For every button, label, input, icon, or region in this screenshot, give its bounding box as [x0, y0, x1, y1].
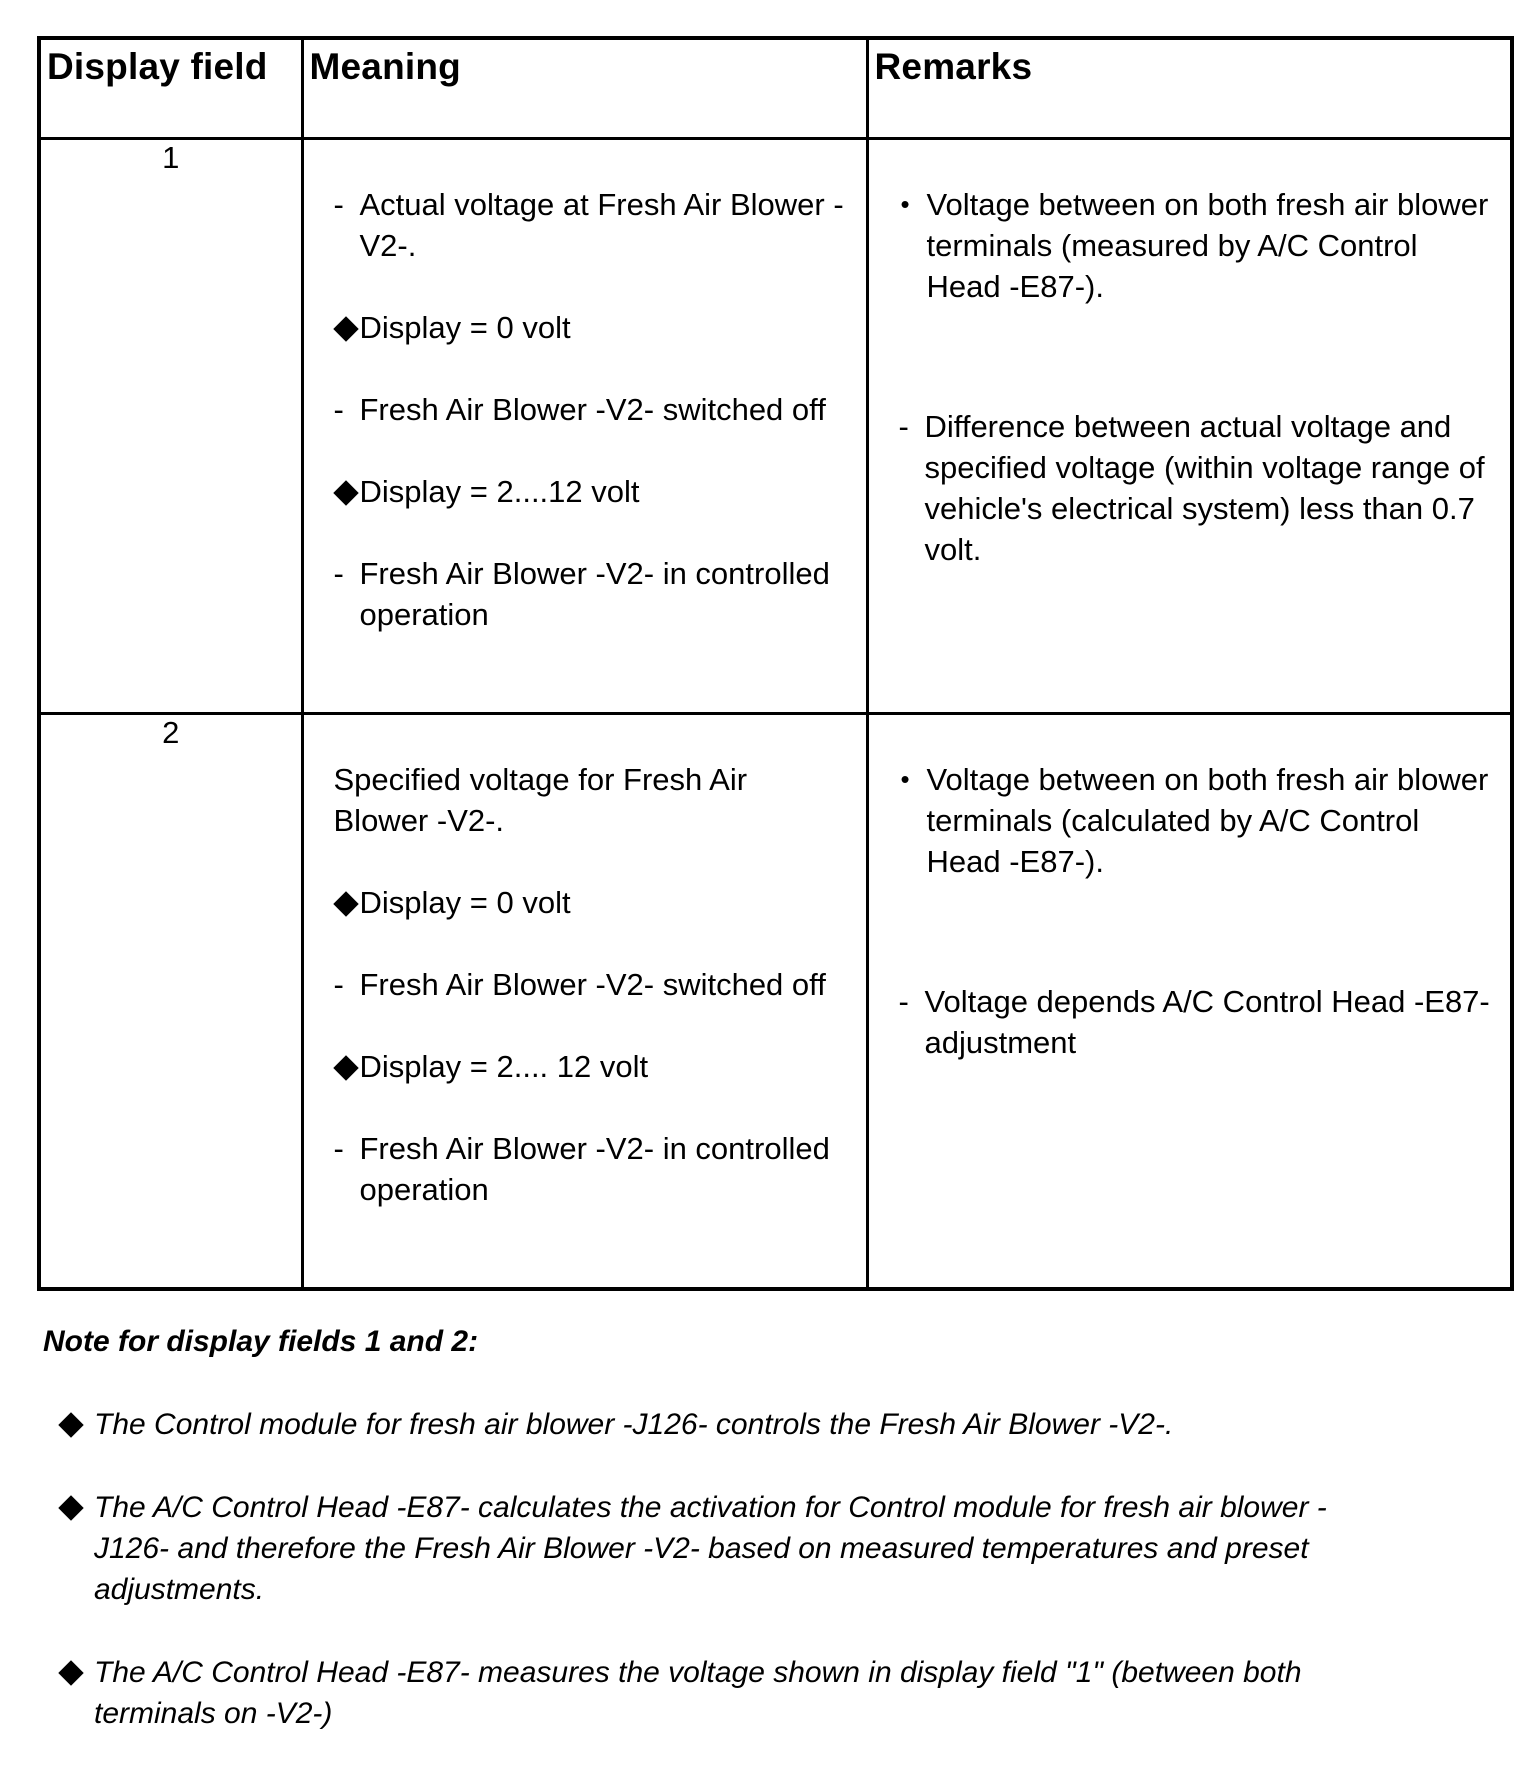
meaning-cell	[302, 139, 867, 714]
diamond-bullet-icon	[333, 480, 358, 505]
list-item-text: Fresh Air Blower -V2- switched off	[359, 392, 826, 427]
list-item	[334, 389, 846, 430]
dash-marker: -	[333, 187, 344, 222]
dash-marker: -	[333, 967, 344, 1002]
list-item	[334, 964, 846, 1005]
diamond-bullet-icon	[333, 891, 358, 916]
bullet-marker: •	[900, 764, 910, 794]
list-item-text: Difference between actual voltage and specified voltage (within voltage range of vehicle's electrical system) less than 0.7 volt.	[924, 409, 1485, 567]
diamond-bullet-icon	[58, 1412, 83, 1437]
list-item	[334, 1128, 846, 1210]
list-item	[334, 1046, 846, 1087]
table-header-row	[39, 38, 1512, 139]
remarks-cell	[867, 139, 1512, 714]
list-item-text: Display = 0 volt	[359, 310, 571, 345]
list-item	[899, 184, 1491, 307]
list-item-text: Fresh Air Blower -V2- in controlled operation	[359, 1131, 830, 1207]
dash-marker: -	[898, 409, 909, 444]
list-item-text: Display = 2....12 volt	[359, 474, 640, 509]
meaning-cell	[302, 714, 867, 1290]
note-item	[58, 1487, 1358, 1610]
note-item-text: The A/C Control Head -E87- measures the voltage shown in display field "1" (between both terminals on -V2-)	[94, 1656, 1302, 1730]
display-field-table	[37, 36, 1514, 1291]
list-item	[899, 759, 1491, 882]
dash-marker: -	[898, 984, 909, 1019]
table-row	[39, 714, 1512, 1290]
diamond-bullet-icon	[58, 1660, 83, 1685]
remarks-cell	[867, 714, 1512, 1290]
dash-marker: -	[333, 1131, 344, 1166]
diamond-bullet-icon	[333, 316, 358, 341]
list-item-text: Voltage between on both fresh air blower terminals (calculated by A/C Control Head -E87-).	[926, 762, 1489, 879]
bullet-marker: •	[900, 189, 910, 219]
list-item-text: Fresh Air Blower -V2- in controlled operation	[359, 556, 830, 632]
list-item	[334, 184, 846, 266]
header-display-field: Display field	[39, 38, 302, 139]
note-item	[58, 1404, 1358, 1445]
list-item-text: Display = 2.... 12 volt	[359, 1049, 649, 1084]
list-item-text: Voltage depends A/C Control Head -E87- adjustment	[924, 984, 1490, 1060]
list-item-text: Fresh Air Blower -V2- switched off	[359, 967, 826, 1002]
list-item	[334, 471, 846, 512]
list-item	[334, 759, 846, 841]
list-item	[334, 307, 846, 348]
list-item	[899, 406, 1491, 570]
note-item-text: The Control module for fresh air blower -J126- controls the Fresh Air Blower -V2-.	[94, 1408, 1174, 1441]
header-remarks: Remarks	[867, 38, 1512, 139]
list-item	[899, 981, 1491, 1063]
note-list	[58, 1404, 1358, 1776]
table-row	[39, 139, 1512, 714]
list-item-text: Specified voltage for Fresh Air Blower -V2-.	[333, 762, 748, 838]
note-title: Note for display fields 1 and 2:	[43, 1325, 479, 1358]
list-item	[334, 553, 846, 635]
diamond-bullet-icon	[58, 1495, 83, 1520]
list-item-text: Voltage between on both fresh air blower terminals (measured by A/C Control Head -E87-).	[926, 187, 1489, 304]
display-field-number: 1	[39, 139, 302, 714]
list-item	[334, 882, 846, 923]
list-item-text: Display = 0 volt	[359, 885, 571, 920]
note-item-text: The A/C Control Head -E87- calculates the activation for Control module for fresh air blower -J126- and therefore the Fresh Air Blower -V2- based on measured temperatures and preset adjustments.	[94, 1491, 1327, 1606]
list-item-text: Actual voltage at Fresh Air Blower -V2-.	[359, 187, 844, 263]
diamond-bullet-icon	[333, 1055, 358, 1080]
note-item	[58, 1652, 1358, 1734]
dash-marker: -	[333, 392, 344, 427]
dash-marker: -	[333, 556, 344, 591]
header-meaning: Meaning	[302, 38, 867, 139]
display-field-number: 2	[39, 714, 302, 1290]
